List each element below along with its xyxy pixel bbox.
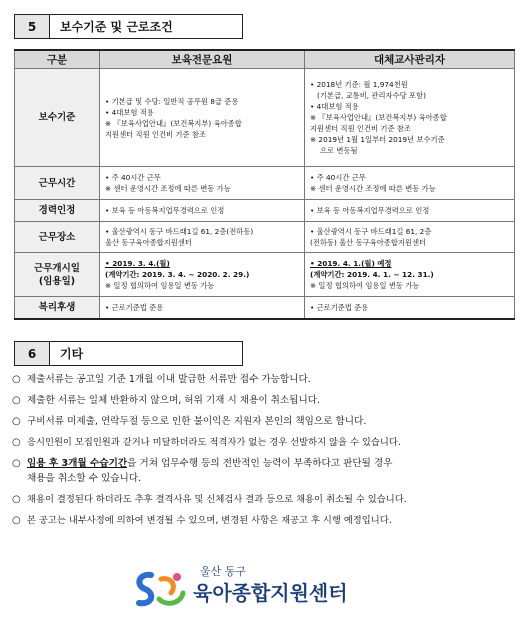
circle-bullet-icon: ○: [12, 416, 21, 427]
cell-line: • 근로기준법 준용: [105, 302, 164, 312]
circle-bullet-icon: ○: [12, 494, 21, 505]
section-5-header: [14, 14, 243, 39]
cell-line: • 주 40시간 근무: [105, 173, 161, 182]
row-label: 복리후생: [15, 297, 100, 319]
header-childcare-specialist: 보육전문요원: [100, 50, 305, 69]
cell-manager: [305, 69, 515, 167]
list-item: [12, 414, 517, 429]
cell-manager: [305, 297, 515, 319]
cell-line: 울산 동구육아종합지원센터: [105, 238, 192, 247]
cell-manager: [305, 200, 515, 222]
row-label: 경력인정: [15, 200, 100, 222]
section-5-number: 5: [14, 14, 50, 39]
cell-line: • 울산광역시 동구 바드래1길 61, 2층(전하동): [105, 227, 254, 236]
cell-line: • 2018년 기준: 월 1,974천원: [310, 80, 408, 89]
cell-line: • 기본급 및 수당: 일반직 공무원 8급 준용: [105, 96, 239, 106]
row-label: 근무장소: [15, 222, 100, 253]
cell-line: ※ 센터 운영시간 조정에 따른 변동 가능: [310, 184, 436, 193]
notice-text: 응시인원이 모집인원과 같거나 미달하더라도 적격자가 없는 경우 선발하지 않을 수 있습니다.: [27, 437, 401, 448]
start-date: • 2019. 4. 1.(월) 예정: [310, 259, 392, 268]
notice-text: 구비서류 미제출, 연락두절 등으로 인한 불이익은 지원자 본인의 책임으로 합니다.: [27, 416, 367, 427]
start-date: • 2019. 3. 4.(월): [105, 259, 170, 268]
header-substitute-teacher-manager: 대체교사관리자: [305, 50, 515, 69]
table-row: [15, 200, 515, 222]
contract-period: (계약기간: 2019. 4. 1. ~ 12. 31.): [310, 270, 434, 279]
cell-line: • 보육 등 아동복지업무경력으로 인정: [105, 206, 225, 215]
cell-line: 지원센터 직원 인건비 기준 참조: [105, 129, 206, 139]
cell-manager: [305, 167, 515, 200]
cell-line: • 근로기준법 준용: [310, 302, 369, 312]
logo-mark-icon: [131, 567, 189, 611]
probation-highlight: 임용 후 3개월 수습기간: [27, 458, 128, 469]
center-logo: [131, 563, 371, 613]
cell-specialist: [100, 200, 305, 222]
notice-text: [27, 456, 517, 486]
notice-text: 본 공고는 내부사정에 의하여 변경될 수 있으며, 변경된 사항은 재공고 후 시행 예정입니다.: [27, 515, 392, 526]
list-item: [12, 492, 517, 507]
table-row: [15, 297, 515, 319]
cell-line: ※ 『보육사업안내』(보건복지부) 육아종합: [105, 118, 242, 128]
cell-specialist: [100, 167, 305, 200]
cell-line: (기본급, 교통비, 관리자수당 포함): [317, 91, 426, 100]
cell-line: ※ 일정 협의하여 임용일 변동 가능: [105, 281, 215, 290]
table-row: [15, 222, 515, 253]
header-category: 구분: [15, 50, 100, 69]
notice-text-part: 을 거쳐 업무수행 등의 전반적인 능력이 부족하다고 판단될 경우: [127, 458, 393, 469]
cell-line: ※ 일정 협의하여 임용일 변동 가능: [310, 281, 420, 290]
row-label-line: (임용일): [38, 275, 76, 287]
cell-specialist: [100, 297, 305, 319]
section-6-title: 기타: [50, 341, 243, 366]
circle-bullet-icon: ○: [12, 458, 21, 469]
list-item: [12, 456, 517, 486]
notice-text-part: 채용을 취소할 수 있습니다.: [27, 473, 142, 484]
circle-bullet-icon: ○: [12, 395, 21, 406]
circle-bullet-icon: ○: [12, 515, 21, 526]
logo-district-text: 울산 동구: [200, 565, 247, 578]
table-row: [15, 167, 515, 200]
cell-line: 으로 변동됨: [320, 146, 358, 155]
section-6-number: 6: [14, 341, 50, 366]
row-label-line: 근무개시일: [34, 262, 80, 274]
notice-text: 채용이 결정된다 하더라도 추후 결격사유 및 신체검사 결과 등으로 채용이 취소될 수 있습니다.: [27, 494, 407, 505]
cell-specialist: [100, 222, 305, 253]
cell-line: • 울산광역시 동구 바드래1길 61, 2층: [310, 227, 432, 236]
cell-line: (전하동) 울산 동구육아종합지원센터: [310, 238, 427, 247]
table-header-row: [15, 50, 515, 69]
row-label: 보수기준: [15, 69, 100, 167]
list-item: [12, 372, 517, 387]
row-label: [15, 253, 100, 297]
section-5-title: 보수기준 및 근로조건: [50, 14, 243, 39]
cell-line: ※ 2019년 1월 1일부터 2019년 보수기준: [310, 135, 445, 144]
circle-bullet-icon: ○: [12, 437, 21, 448]
cell-manager: [305, 222, 515, 253]
list-item: [12, 393, 517, 408]
contract-period: (계약기간: 2019. 3. 4. ~ 2020. 2. 29.): [105, 270, 250, 279]
cell-line: • 주 40시간 근무: [310, 173, 366, 182]
row-label: 근무시간: [15, 167, 100, 200]
cell-line: ※ 『보육사업안내』(보건복지부) 육아종합: [310, 113, 447, 122]
list-item: [12, 513, 517, 528]
cell-specialist: [100, 253, 305, 297]
table-row: [15, 253, 515, 297]
section-6-header: [14, 341, 243, 366]
cell-line: • 4대보험 적용: [310, 102, 359, 111]
list-item: [12, 435, 517, 450]
cell-line: 지원센터 직원 인건비 기준 참조: [310, 124, 411, 133]
cell-manager: [305, 253, 515, 297]
cell-line: ※ 센터 운영시간 조정에 따른 변동 가능: [105, 184, 231, 193]
notice-list: [12, 372, 517, 534]
notice-text: 제출서류는 공고일 기준 1개월 이내 발급한 서류만 접수 가능합니다.: [27, 374, 311, 385]
table-row: [15, 69, 515, 167]
cell-line: • 4대보험 적용: [105, 107, 154, 117]
notice-text: 제출한 서류는 일체 반환하지 않으며, 허위 기재 시 채용이 취소됩니다.: [27, 395, 321, 406]
circle-bullet-icon: ○: [12, 374, 21, 385]
conditions-table: [14, 49, 515, 320]
cell-line: • 보육 등 아동복지업무경력으로 인정: [310, 206, 430, 215]
logo-center-name: 육아종합지원센터: [193, 581, 348, 605]
cell-specialist: [100, 69, 305, 167]
